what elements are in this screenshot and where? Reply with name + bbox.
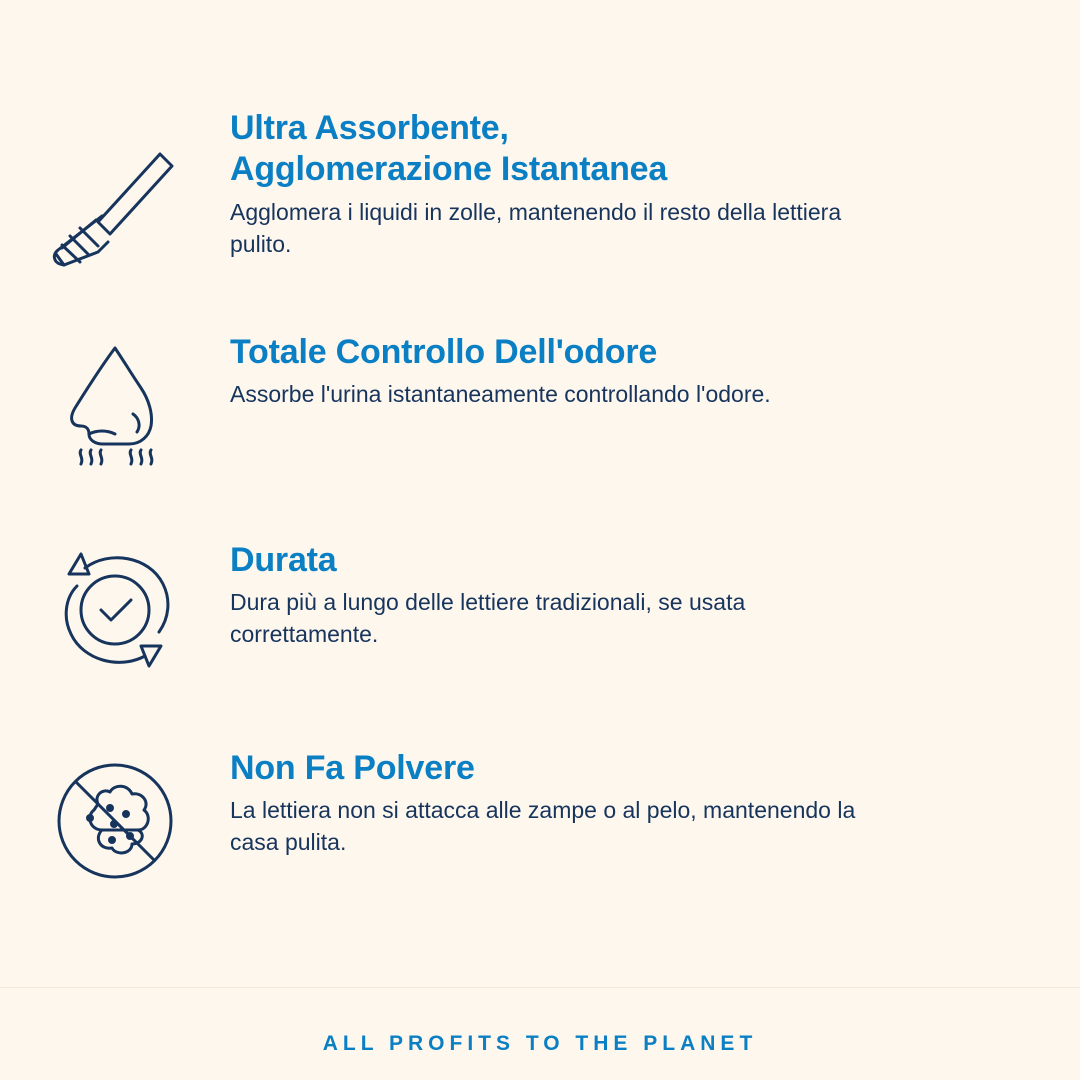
feature-text-no-dust	[230, 748, 1080, 859]
no-dust-icon	[0, 748, 230, 886]
feature-title: Non Fa Polvere	[230, 749, 475, 787]
feature-item-duration	[0, 540, 1080, 674]
feature-description: Agglomera i liquidi in zolle, mantenendo il resto della lettiera pulito.	[230, 198, 842, 257]
footer-divider	[0, 987, 1080, 988]
feature-description: La lettiera non si attacca alle zampe o al pelo, mantenendo la casa pulita.	[230, 797, 856, 856]
litter-scoop-icon	[0, 108, 230, 272]
recycle-clock-icon	[0, 540, 230, 674]
feature-description: Assorbe l'urina istantaneamente controllando l'odore.	[230, 381, 771, 408]
feature-title: Totale Controllo Dell'odore	[230, 333, 658, 371]
feature-text-absorbency	[230, 108, 1080, 260]
feature-text-duration	[230, 540, 1080, 651]
feature-item-absorbency	[0, 108, 1080, 272]
feature-item-no-dust	[0, 748, 1080, 886]
feature-text-odor-control	[230, 332, 1080, 411]
footer-tagline: ALL PROFITS TO THE PLANET	[322, 1032, 758, 1055]
feature-list	[0, 108, 1080, 942]
feature-description: Dura più a lungo delle lettiere tradizionali, se usata correttamente.	[230, 589, 746, 648]
nose-smell-icon	[0, 332, 230, 468]
feature-item-odor-control	[0, 332, 1080, 468]
feature-title: Durata	[230, 541, 337, 579]
feature-title: Ultra Assorbente, Agglomerazione Istantanea	[230, 109, 668, 189]
